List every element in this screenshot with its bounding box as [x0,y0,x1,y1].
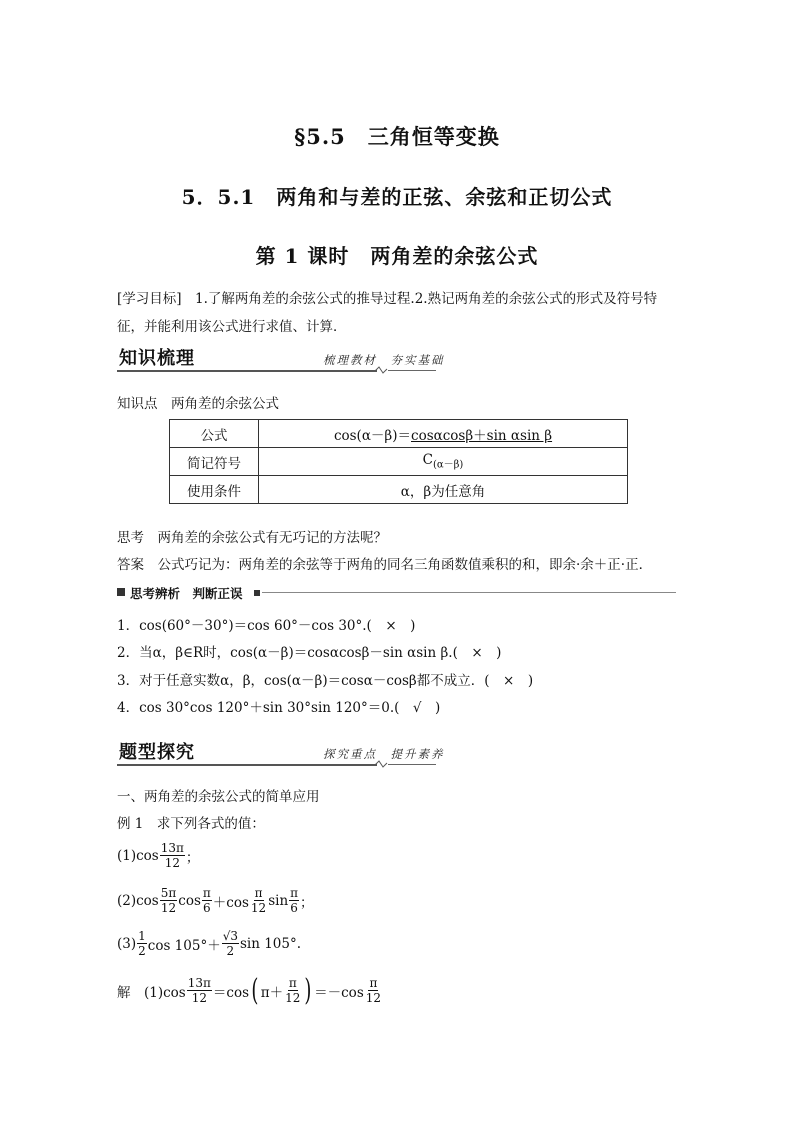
table-cell-label: 使用条件 [170,476,259,504]
table-row [170,476,628,504]
knowledge-section-subtitle: 梳理教材 夯实基础 [323,353,445,367]
expr-text: cos 105°＋ [147,937,221,954]
judge-title: 思考辨析 判断正误 [130,586,243,601]
numerator: 1 [138,929,146,943]
denominator: 2 [138,944,146,958]
section-title: §5.5 三角恒等变换 [294,124,500,149]
table-cell-value [259,448,628,476]
expr-text: sin 105°. [239,935,302,952]
table-cell-value: α，β为任意角 [259,476,628,504]
subsection-title: 5．5.1 两角和与差的正弦、余弦和正切公式 [181,185,613,209]
think-text: 两角差的余弦公式有无巧记的方法呢？ [144,530,387,546]
think-answer [117,555,652,575]
type-section-title: 题型探究 [119,742,195,763]
knowledge-point-heading: 知识点 两角差的余弦公式 [117,396,279,412]
section-rule [117,764,377,766]
objectives-text-1: 1.了解两角差的余弦公式的推导过程.2.熟记两角差的余弦公式的形式及符号特 [181,291,658,307]
section-rule-end [388,370,436,371]
expr-text: (1)cos [117,847,159,864]
numerator: π [254,886,263,900]
formula-rhs: cosαcosβ＋sin αsin β [411,427,553,444]
square-bullet-icon [254,590,260,596]
expr-text: π＋ [260,984,284,1001]
denominator: 12 [285,991,301,1005]
numerator: π [290,886,299,900]
expr-text: (2)cos [117,892,159,909]
fraction [289,886,299,915]
table-cell-value [259,420,628,448]
numerator: π [288,976,297,990]
numerator: 13π [160,841,184,855]
fraction [202,886,212,915]
numerator: 5π [160,886,177,900]
example-question-2 [117,886,314,915]
fraction [222,929,239,958]
judge-rule [262,592,676,593]
fraction [137,929,147,958]
knowledge-section-title: 知识梳理 [119,348,195,369]
symbol-subscript: (α－β) [433,459,464,471]
answer-label: 答案 [117,557,144,573]
section-rule [117,370,377,372]
table-row [170,448,628,476]
table-cell-label: 公式 [170,420,259,448]
denominator: 6 [290,901,298,915]
type-section-subtitle: 探究重点 提升素养 [323,747,445,761]
denominator: 6 [203,901,211,915]
denominator: 12 [191,991,207,1005]
fraction [365,976,382,1005]
judge-item: 2．当α，β∈R时，cos(α－β)＝cosαcosβ－sin αsin β.( × ) [117,645,502,661]
table-cell-label: 简记符号 [170,448,259,476]
expr-text: (3) [117,935,137,952]
solution-line [117,972,383,1008]
numerator: π [202,886,211,900]
fraction [160,886,178,915]
symbol-c: C [422,452,433,469]
fraction [284,976,301,1005]
judge-item: 3．对于任意实数α，β，cos(α－β)＝cosα－cosβ都不成立．( × ) [117,673,534,689]
left-paren: ( [251,972,259,1008]
section-rule-end [388,764,436,765]
expr-text: 解 (1)cos [117,984,186,1001]
formula-table [169,419,628,504]
example-question-1 [117,841,199,870]
expr-text: ＝cos [212,984,250,1001]
judge-item: 4．cos 30°cos 120°＋sin 30°sin 120°＝0.( √ ) [117,700,441,716]
fraction [187,976,212,1005]
type-heading: 一、两角差的余弦公式的简单应用 [117,789,320,805]
fraction [250,886,267,915]
expr-text: sin [268,892,289,909]
think-label: 思考 [117,530,144,546]
expr-text: ＋cos [212,894,249,911]
lesson-title: 第 1 课时 两角差的余弦公式 [255,244,539,268]
square-bullet-icon [117,588,125,596]
formula-lhs: cos(α－β)＝ [333,427,412,444]
learning-objectives-line1 [117,289,657,309]
objectives-label: [学习目标] [117,291,182,307]
numerator: 13π [187,976,211,990]
objectives-text-2: 征，并能利用该公式进行求值、计算． [117,319,347,335]
table-row [170,420,628,448]
expr-text: ； [185,849,200,866]
numerator: π [369,976,378,990]
numerator: √3 [222,929,238,943]
think-question [117,528,387,548]
denominator: 12 [250,901,267,915]
expr-text: cos [178,892,201,909]
answer-text: 公式巧记为：两角差的余弦等于两角的同名三角函数值乘积的和，即余·余＋正·正． [144,557,653,573]
example-question-3 [117,929,301,958]
expr-text: ＝－cos [314,984,364,1001]
right-paren: ) [304,972,312,1008]
denominator: 12 [164,856,180,870]
denominator: 12 [365,991,382,1005]
denominator: 12 [160,901,177,915]
denominator: 2 [226,944,235,958]
example-heading: 例 1 求下列各式的值： [117,816,265,832]
fraction [160,841,185,870]
expr-text: ； [300,894,314,911]
judge-item: 1．cos(60°－30°)＝cos 60°－cos 30°.( × ) [117,618,416,634]
